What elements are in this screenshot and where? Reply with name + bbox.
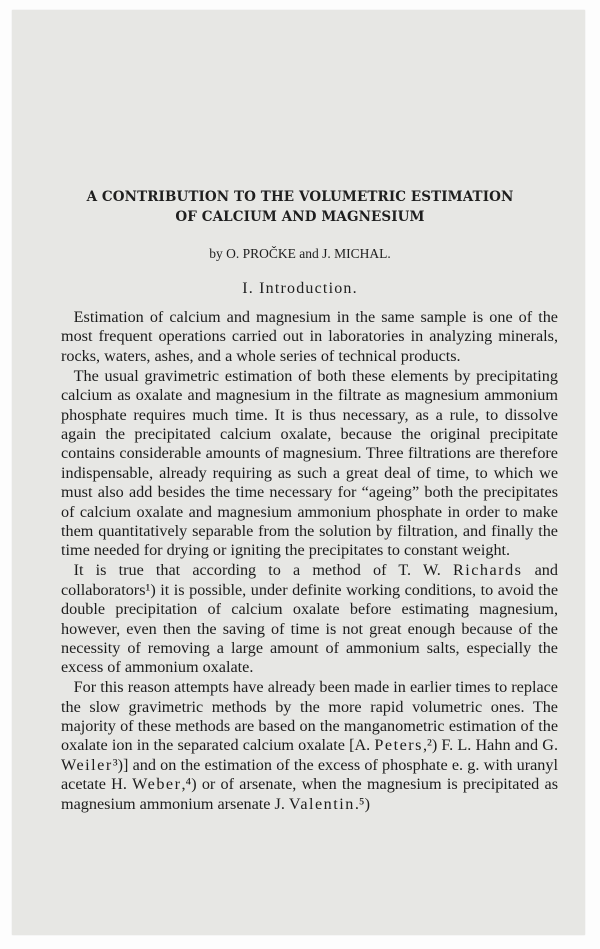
paragraph-4-text-g: ,⁴) or of arsenate, when the magnesium is precipitated as magnesium ammonium arsenate J. [61,775,558,813]
paper-title-line-2: OF CALCIUM AND MAGNESIUM [175,209,425,225]
paragraph-4-text-e: ³)] and on the estimation of the excess of phosphate e. g. with uranyl acetate H. [61,755,558,794]
section-heading: I. Introduction. [242,280,358,297]
paragraph-3-text-c: and collaborators¹) it is possible, under definite working conditions, to avoid the double precipitation of calcium oxalate before estimating magnesium, however, even then the saving of time is not great enough because of the necessity of removing a large amount of ammonium salts, especially the excess of ammonium oxalate. [61,561,558,677]
author-name-richards: Richards [452,561,523,580]
paragraph-1: Estimation of calcium and magnesium in the same sample is one of the most frequent operations carried out in laboratories in analyzing minerals, rocks, waters, ashes, and a whole series of technical products. [61,308,558,365]
body-text [61,308,558,814]
author-name-weber: Weber [132,775,182,794]
paragraph-4-text-c: ,²) F. L. Hahn and G. [422,736,558,755]
author-line: by O. PROČKE and J. MICHAL. [209,246,391,261]
paragraph-4-text-i: .⁵) [354,794,370,813]
author-name-weiler: Weiler [61,755,113,774]
author-name-valentin: Valentin [288,794,355,813]
paragraph-4-text-a: For this reason attempts have already been made in earlier times to replace the slow gravimetric methods by the more rapid volumetric ones. The majority of these methods are based on the manganometric estimation of the oxalate ion in the separated calcium oxalate [A. [61,678,558,755]
paper-title-line-1: A CONTRIBUTION TO THE VOLUMETRIC ESTIMATION [86,189,514,205]
paragraph-3 [61,561,558,677]
paragraph-2: The usual gravimetric estimation of both these elements by precipitating calcium as oxalate and magnesium in the filtrate as magnesium ammonium phosphate requires much time. It is thus necessary, as a rule, to dissolve again the precipitated calcium oxalate, because the original precipitate contains considerable amounts of magnesium. Three filtrations are therefore indispensable, already requiring as such a great deal of time, to which we must also add besides the time necessary for “ageing” both the precipitates of calcium oxalate and magnesium ammonium phosphate in order to make them quantitatively separable from the solution by filtration, and finally the time needed for drying or igniting the precipitates to constant weight. [61,366,558,560]
paragraph-4 [61,678,558,814]
paragraph-3-text-a: It is true that according to a method of T. W. [73,561,453,580]
author-name-peters: Peters [374,736,423,755]
